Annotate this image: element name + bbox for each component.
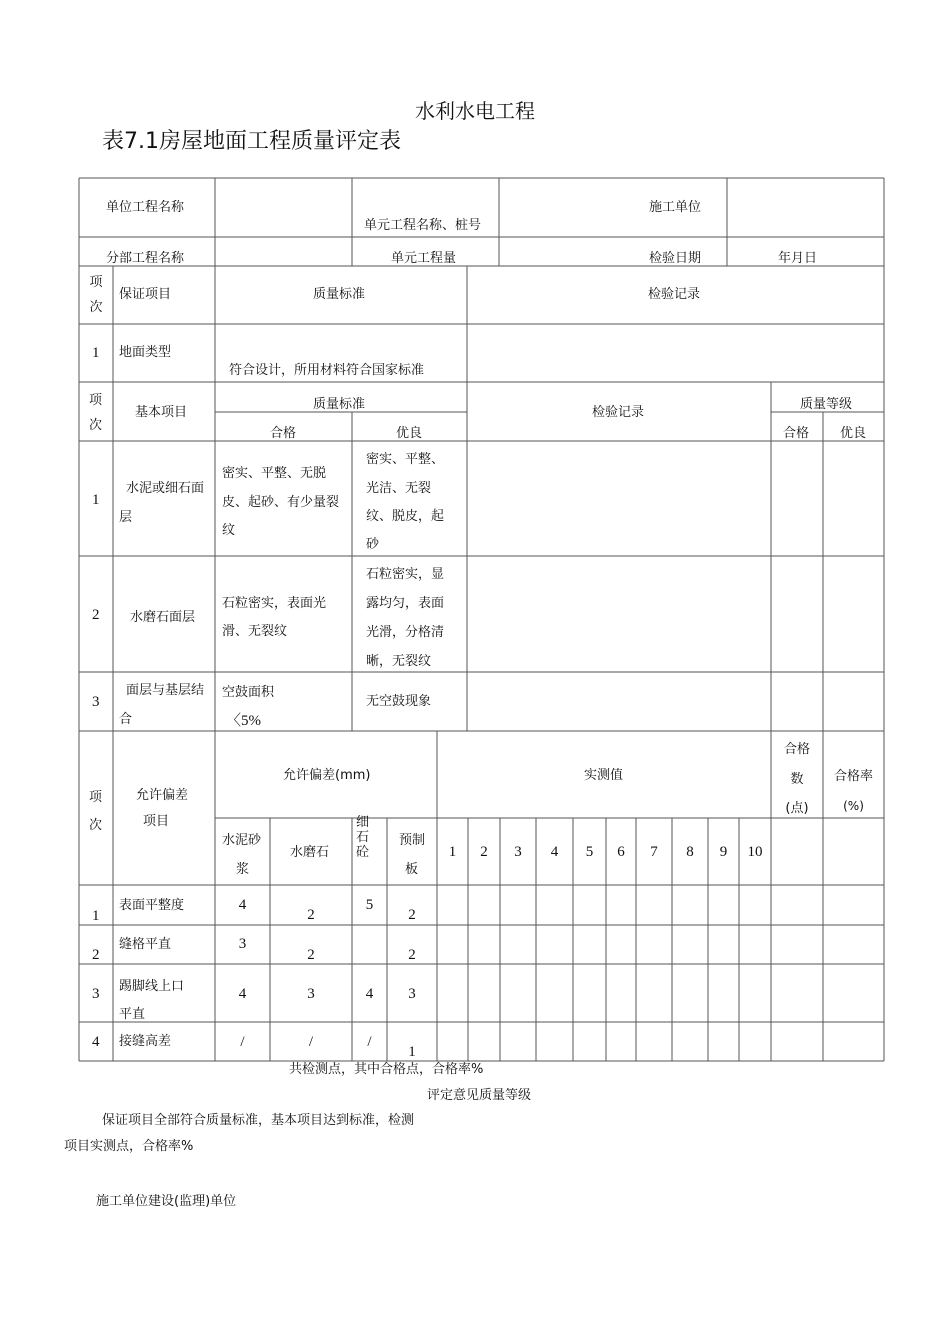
tol-row-1-v4: 2 bbox=[408, 907, 416, 923]
tol-row-3-v2: 3 bbox=[307, 986, 315, 1002]
basic-row-1-pass-2: 皮、起砂、有少量裂 bbox=[222, 495, 340, 510]
measure-num: 3 bbox=[514, 844, 522, 860]
tolerance-col-item-1: 允许偏差 bbox=[136, 788, 189, 803]
basic-row-2-exc-3: 光滑，分格清 bbox=[366, 625, 445, 640]
tolerance-col-item-2: 项目 bbox=[143, 814, 170, 829]
tol-row-3-v3: 4 bbox=[365, 986, 374, 1002]
measure-num: 1 bbox=[448, 844, 457, 860]
subcol-4-line-2: 板 bbox=[405, 862, 419, 877]
basic-row-3-pass-2: 〈5% bbox=[226, 713, 261, 729]
date-value: 年月日 bbox=[778, 251, 818, 266]
tol-row-2-v1: 3 bbox=[238, 936, 247, 952]
guarantee-row-no: 1 bbox=[92, 345, 100, 361]
tolerance-col-no: 项次 bbox=[89, 790, 103, 833]
guarantee-col-item: 保证项目 bbox=[119, 287, 172, 302]
basic-row-2-exc-1: 石粒密实，显 bbox=[366, 567, 445, 582]
tol-row-4-v1: / bbox=[240, 1034, 245, 1050]
basic-row-2-no: 2 bbox=[92, 607, 100, 623]
basic-col-item: 基本项目 bbox=[135, 405, 188, 420]
basic-row-1-exc-4: 砂 bbox=[366, 537, 380, 552]
tol-row-4-no: 4 bbox=[92, 1034, 100, 1050]
measure-num: 6 bbox=[617, 844, 625, 860]
measure-num: 5 bbox=[585, 844, 594, 860]
subcol-2: 水磨石 bbox=[290, 845, 330, 860]
guarantee-col-record: 检验记录 bbox=[648, 287, 701, 302]
guarantee-col-no bbox=[79, 270, 113, 320]
tol-row-3-name-1: 踢脚线上口 bbox=[119, 979, 185, 994]
subcol-3-line-3: 砼 bbox=[356, 845, 370, 860]
basic-row-3-no: 3 bbox=[92, 694, 100, 710]
signature-line: 施工单位建设(监理)单位 bbox=[96, 1194, 237, 1209]
tolerance-col-rate-2: (%) bbox=[843, 799, 864, 813]
basic-col-grade-excellent: 优良 bbox=[840, 426, 867, 441]
page-title: 表7.1房屋地面工程质量评定表 bbox=[102, 129, 401, 154]
tolerance-col-count-1: 合格 bbox=[783, 742, 810, 757]
guarantee-col-no-text: 项次 bbox=[89, 275, 103, 315]
tol-row-1-v1: 4 bbox=[238, 897, 247, 913]
tol-row-2-no: 2 bbox=[92, 947, 100, 963]
evaluation-line: 评定意见质量等级 bbox=[427, 1088, 532, 1103]
opinion-line-2: 项目实测点，合格率% bbox=[64, 1139, 194, 1154]
tol-row-3-v4: 3 bbox=[408, 986, 416, 1002]
tol-row-2-v2: 2 bbox=[307, 947, 315, 963]
basic-col-record: 检验记录 bbox=[592, 405, 645, 420]
tol-row-2-v4: 2 bbox=[408, 947, 416, 963]
measure-num: 10 bbox=[747, 844, 763, 860]
basic-row-3-exc-1: 无空鼓现象 bbox=[366, 694, 432, 709]
subcol-1-line-2: 浆 bbox=[236, 862, 250, 877]
tolerance-col-count-3: (点) bbox=[785, 801, 809, 816]
basic-row-3-name-2: 合 bbox=[119, 712, 133, 727]
element-name-label: 单元工程名称、桩号 bbox=[364, 218, 482, 233]
basic-col-grade: 质量等级 bbox=[800, 397, 853, 412]
basic-row-1-pass-1: 密实、平整、无脱 bbox=[222, 466, 327, 481]
tolerance-col-count-2: 数 bbox=[790, 772, 804, 787]
tol-row-4-v4: 1 bbox=[408, 1044, 416, 1060]
subcol-3-line-1: 细 bbox=[356, 815, 370, 830]
guarantee-row-standard: 符合设计，所用材料符合国家标准 bbox=[229, 363, 425, 378]
measure-num: 8 bbox=[686, 844, 694, 860]
tol-row-1-v3: 5 bbox=[365, 897, 374, 913]
tol-row-3-name-2: 平直 bbox=[119, 1007, 146, 1022]
measure-num: 9 bbox=[719, 844, 728, 860]
basic-row-2-exc-4: 晰，无裂纹 bbox=[366, 654, 432, 669]
tol-row-3-v1: 4 bbox=[238, 986, 247, 1002]
basic-col-grade-pass: 合格 bbox=[783, 426, 810, 441]
measure-num: 2 bbox=[480, 844, 488, 860]
subcol-1-line-1: 水泥砂 bbox=[222, 833, 262, 848]
tolerance-col-rate-1: 合格率 bbox=[833, 769, 873, 784]
tol-row-4-name: 接缝高差 bbox=[119, 1034, 172, 1049]
tolerance-col-deviation: 允许偏差(mm) bbox=[283, 768, 371, 783]
basic-row-2-name-1: 水磨石面层 bbox=[130, 610, 196, 625]
tol-row-4-v3: / bbox=[367, 1034, 372, 1050]
tol-row-1-v2: 2 bbox=[307, 907, 315, 923]
guarantee-col-standard: 质量标准 bbox=[313, 287, 366, 302]
measure-num: 4 bbox=[550, 844, 559, 860]
basic-col-excellent: 优良 bbox=[396, 426, 423, 441]
measure-num: 7 bbox=[650, 844, 658, 860]
header-line: 水利水电工程 bbox=[415, 99, 535, 123]
subcol-3-line-2: 石 bbox=[356, 830, 370, 845]
basic-row-2-pass-1: 石粒密实，表面光 bbox=[222, 596, 327, 611]
tol-row-1-no: 1 bbox=[92, 908, 100, 924]
basic-col-pass: 合格 bbox=[270, 426, 297, 441]
basic-row-1-name-1: 水泥或细石面 bbox=[126, 481, 205, 496]
basic-row-2-exc-2: 露均匀，表面 bbox=[366, 596, 445, 611]
guarantee-row-name: 地面类型 bbox=[119, 345, 172, 360]
basic-col-standard: 质量标准 bbox=[313, 397, 366, 412]
basic-row-2-pass-2: 滑、无裂纹 bbox=[222, 624, 288, 639]
basic-row-1-exc-1: 密实、平整、 bbox=[366, 452, 445, 467]
opinion-line-1: 保证项目全部符合质量标准，基本项目达到标准，检测 bbox=[102, 1113, 415, 1128]
basic-row-1-exc-2: 光洁、无裂 bbox=[366, 481, 432, 496]
basic-row-1-name-2: 层 bbox=[119, 510, 133, 525]
tol-row-1-name: 表面平整度 bbox=[119, 898, 185, 913]
basic-row-3-pass-1: 空鼓面积 bbox=[222, 685, 275, 700]
inspect-date-label: 检验日期 bbox=[649, 251, 702, 266]
element-qty-label: 单元工程量 bbox=[391, 251, 457, 266]
basic-col-no: 项次 bbox=[89, 393, 103, 433]
basic-row-1-exc-3: 纹、脱皮，起 bbox=[366, 509, 445, 524]
subcol-4-line-1: 预制 bbox=[399, 833, 426, 848]
basic-row-1-no: 1 bbox=[92, 492, 100, 508]
section-name-label: 分部工程名称 bbox=[106, 251, 185, 266]
basic-row-1-pass-3: 纹 bbox=[222, 523, 236, 538]
tolerance-col-measured: 实测值 bbox=[584, 768, 624, 783]
tol-row-2-name: 缝格平直 bbox=[119, 937, 172, 952]
tol-row-4-v2: / bbox=[308, 1034, 314, 1050]
construction-unit-label: 施工单位 bbox=[649, 200, 702, 215]
unit-name-label: 单位工程名称 bbox=[106, 200, 185, 215]
tol-row-3-no: 3 bbox=[92, 986, 100, 1002]
summary-line: 共检测点，其中合格点，合格率% bbox=[289, 1062, 484, 1077]
basic-row-3-name-1: 面层与基层结 bbox=[126, 683, 205, 698]
